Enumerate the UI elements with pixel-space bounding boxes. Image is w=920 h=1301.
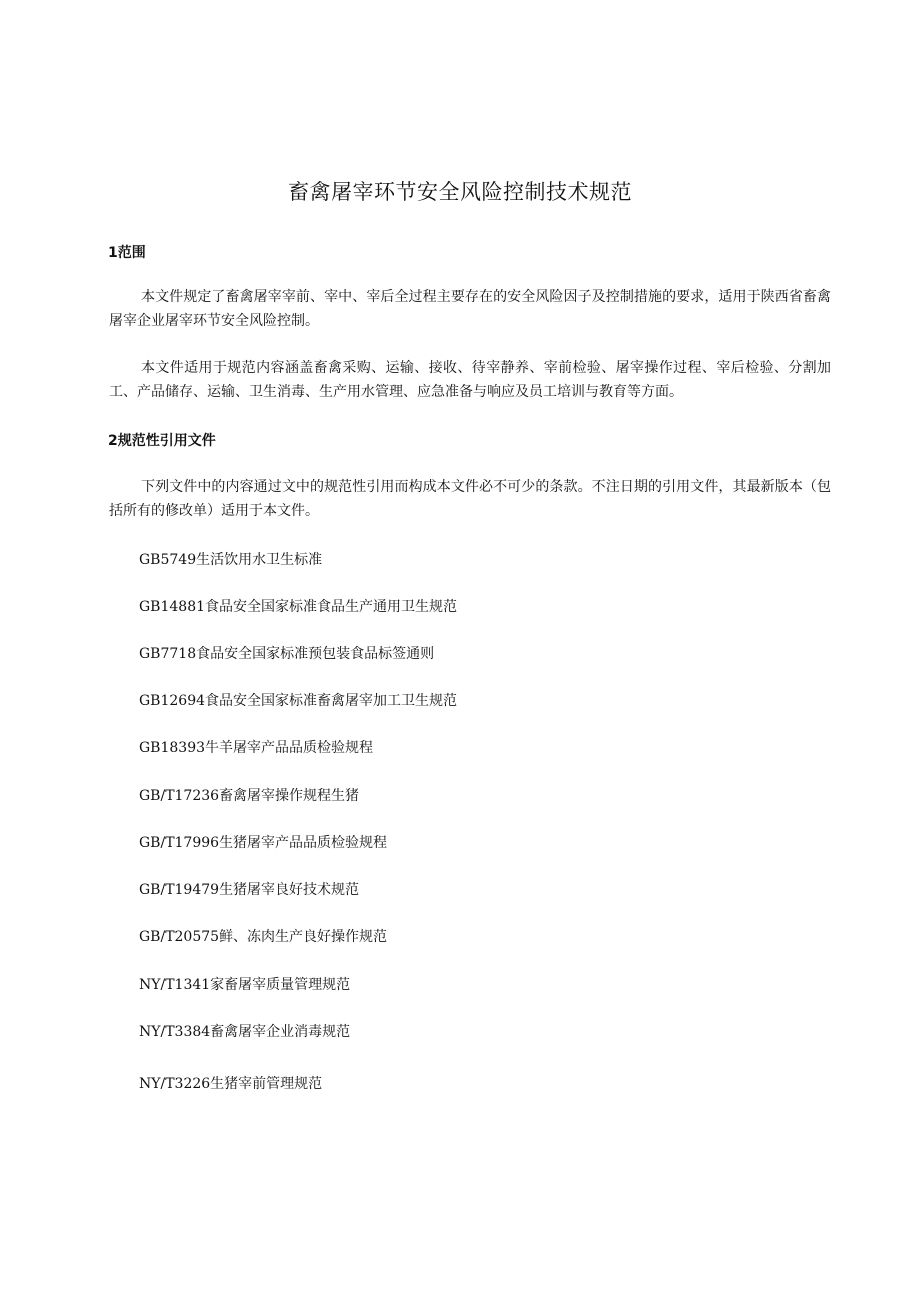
reference-item: GB14881食品安全国家标准食品生产通用卫生规范 <box>139 599 458 615</box>
section-heading-scope: 1范围 <box>108 245 146 261</box>
reference-item: NY/T3384畜禽屠宰企业消毒规范 <box>139 1024 351 1040</box>
reference-item: GB/T17236畜禽屠宰操作规程生猪 <box>139 788 360 804</box>
reference-item: GB/T20575鲜、冻肉生产良好操作规范 <box>139 929 388 945</box>
document-title: 畜禽屠宰环节安全风险控制技术规范 <box>288 180 632 204</box>
references-intro-paragraph: 下列文件中的内容通过文中的规范性引用而构成本文件必不可少的条款。不注日期的引用文件，其最新版本（包括所有的修改单）适用于本文件。 <box>109 479 831 519</box>
reference-item: NY/T3226生猪宰前管理规范 <box>139 1076 323 1092</box>
reference-item: GB/T17996生猪屠宰产品品质检验规程 <box>139 835 388 851</box>
reference-item: NY/T1341家畜屠宰质量管理规范 <box>139 977 351 993</box>
reference-item: GB7718食品安全国家标准预包装食品标签通则 <box>139 646 435 662</box>
reference-item: GB18393牛羊屠宰产品品质检验规程 <box>139 740 374 756</box>
scope-paragraph-2: 本文件适用于规范内容涵盖畜禽采购、运输、接收、待宰静养、宰前检验、屠宰操作过程、宰后检验、分割加工、产品储存、运输、卫生消毒、生产用水管理、应急准备与响应及员工培训与教育等方面。 <box>109 360 831 400</box>
scope-paragraph-1: 本文件规定了畜禽屠宰宰前、宰中、宰后全过程主要存在的安全风险因子及控制措施的要求，适用于陕西省畜禽屠宰企业屠宰环节安全风险控制。 <box>109 289 831 329</box>
reference-item: GB12694食品安全国家标准畜禽屠宰加工卫生规范 <box>139 693 458 709</box>
reference-item: GB5749生活饮用水卫生标准 <box>139 552 323 568</box>
section-heading-normative-references: 2规范性引用文件 <box>108 433 216 449</box>
reference-item: GB/T19479生猪屠宰良好技术规范 <box>139 882 360 898</box>
